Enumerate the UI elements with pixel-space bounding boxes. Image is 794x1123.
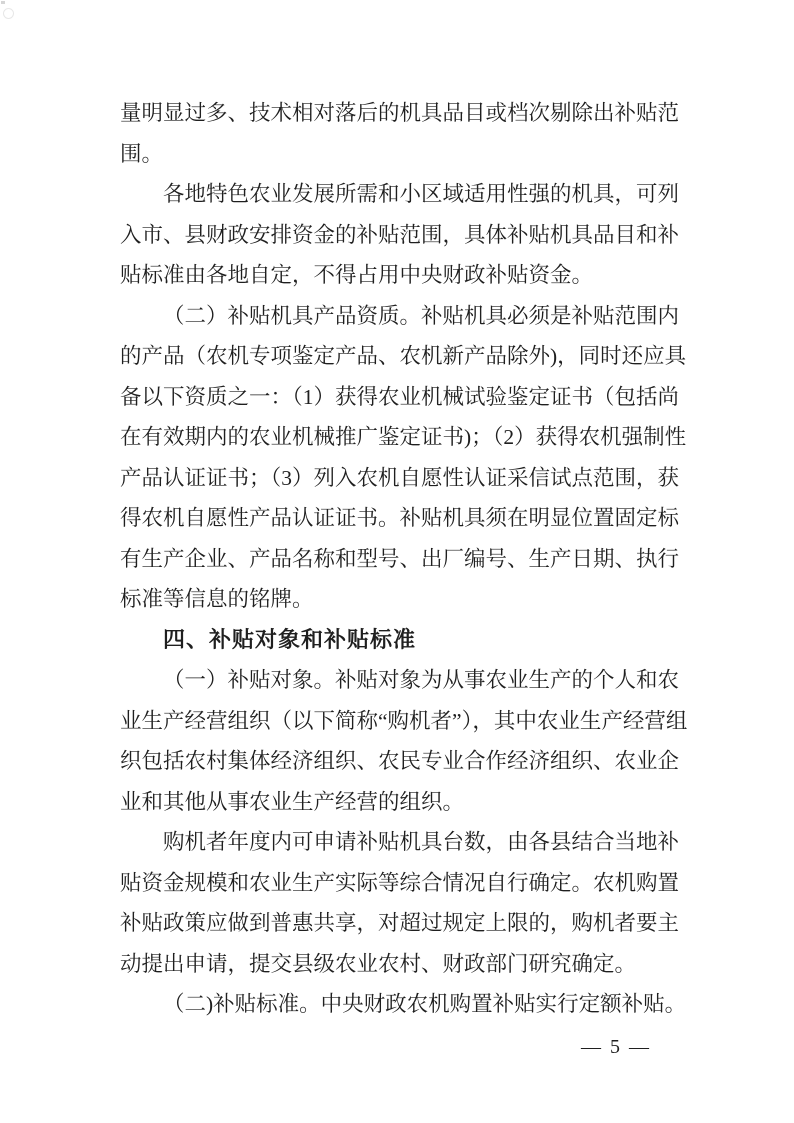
text-line: 产品认证证书；（3）列入农机自愿性认证采信试点范围，获 bbox=[120, 465, 680, 490]
text-line: 得农机自愿性产品认证证书。补贴机具须在明显位置固定标 bbox=[120, 506, 680, 530]
text-line: （一）补贴对象。补贴对象为从事农业生产的个人和农 bbox=[163, 668, 680, 692]
text-line: 织包括农村集体经济组织、农民专业合作经济组织、农业企 bbox=[120, 749, 680, 773]
page-number: — 5 — bbox=[581, 1036, 651, 1058]
text-line: 备以下资质之一：（1）获得农业机械试验鉴定证书（包括尚 bbox=[120, 384, 680, 409]
text-line: 标准等信息的铭牌。 bbox=[120, 587, 314, 611]
text-line: 各地特色农业发展所需和小区域适用性强的机具，可列 bbox=[163, 182, 680, 206]
text-line: 围。 bbox=[120, 141, 164, 166]
text-line: 购机者年度内可申请补贴机具台数，由各县结合当地补 bbox=[163, 830, 680, 854]
text-line: 在有效期内的农业机械推广鉴定证书)；（2）获得农机强制性 bbox=[120, 425, 687, 449]
text-line: 动提出申请，提交县级农业农村、财政部门研究确定。 bbox=[120, 951, 637, 976]
text-line: 有生产企业、产品名称和型号、出厂编号、生产日期、执行 bbox=[120, 546, 680, 571]
text-line: 量明显过多、技术相对落后的机具品目或档次剔除出补贴范 bbox=[120, 101, 680, 125]
section-heading: 四、补贴对象和补贴标准 bbox=[163, 626, 417, 652]
text-line: （二）补贴机具产品资质。补贴机具必须是补贴范围内 bbox=[163, 303, 680, 328]
text-line: 补贴政策应做到普惠共享，对超过规定上限的，购机者要主 bbox=[120, 911, 680, 935]
text-line: 入市、县财政安排资金的补贴范围，具体补贴机具品目和补 bbox=[120, 222, 680, 247]
document-body bbox=[120, 93, 688, 1025]
scan-artifact-icon bbox=[1, 1, 13, 19]
text-line: 的产品（农机专项鉴定产品、农机新产品除外)，同时还应具 bbox=[120, 344, 687, 368]
text-line: 贴资金规模和农业生产实际等综合情况自行确定。农机购置 bbox=[120, 870, 680, 895]
text-line: （二)补贴标准。中央财政农机购置补贴实行定额补贴。 bbox=[163, 992, 687, 1016]
text-line: 贴标准由各地自定，不得占用中央财政补贴资金。 bbox=[120, 263, 594, 287]
text-line: 业和其他从事农业生产经营的组织。 bbox=[120, 789, 465, 814]
text-line: 业生产经营组织（以下简称“购机者”），其中农业生产经营组 bbox=[120, 708, 688, 733]
